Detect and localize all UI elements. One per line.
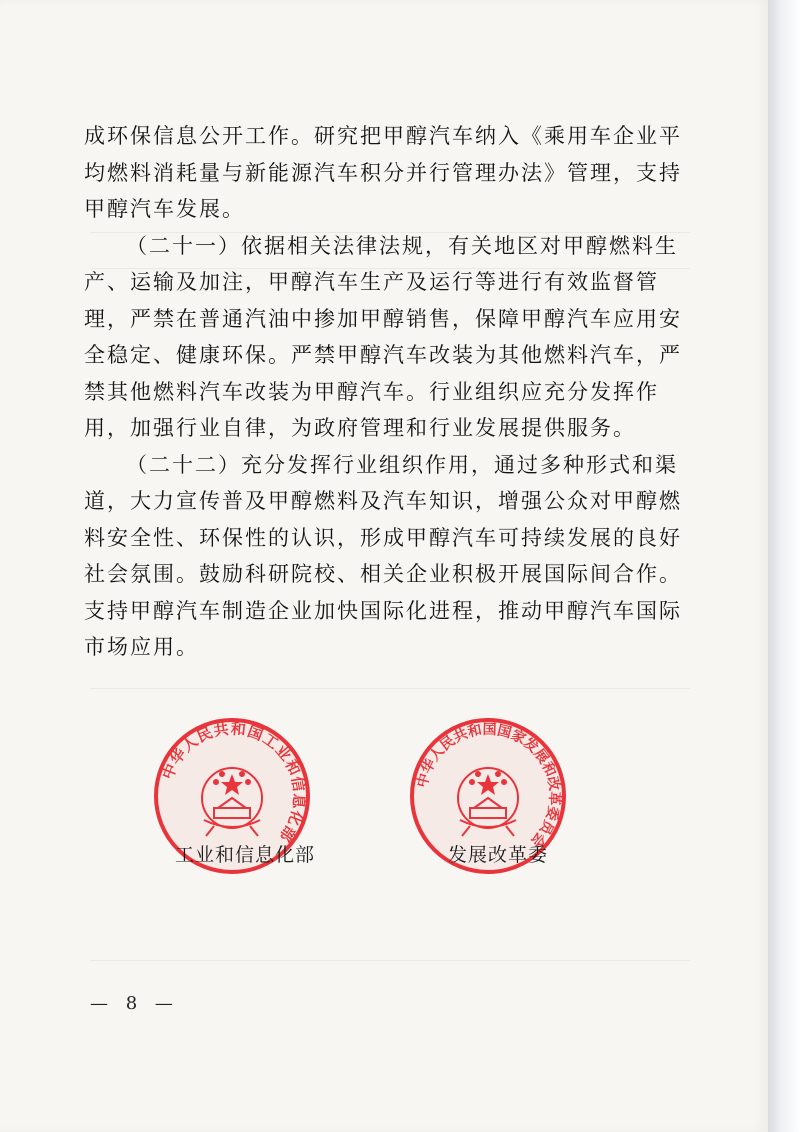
miit-signature: 工业和信息化部 [175,844,316,866]
bleed-through-line [90,688,690,689]
page-edge [768,0,800,1132]
paragraph-article-21: （二十一）依据相关法律法规，有关地区对甲醇燃料生产、运输及加注，甲醇汽车生产及运行等进行有效监督管理，严禁在普通汽油中掺加甲醇销售，保障甲醇汽车应用安全稳定、健康环保。严禁甲醇汽车改装为其他燃料汽车，严禁其他燃料汽车改装为甲醇汽车。行业组织应充分发挥作用，加强行业自律，为政府管理和行业发展提供服务。 [84,233,682,440]
document-body [84,118,694,666]
paragraph-article-22: （二十二）充分发挥行业组织作用，通过多种形式和渠道，大力宣传普及甲醇燃料及汽车知识，增强公众对甲醇燃料安全性、环保性的认识，形成甲醇汽车可持续发展的良好社会氛围。鼓励科研院校、相关企业积极开展国际间合作。支持甲醇汽车制造企业加快国际化进程，推动甲醇汽车国际市场应用。 [84,452,682,659]
ndrc-signature: 发展改革委 [448,844,549,866]
miit-seal-ring-text: 中华人民共和国工业和信息化部 [158,719,309,846]
paragraph-continuation: 成环保信息公开工作。研究把甲醇汽车纳入《乘用车企业平均燃料消耗量与新能源汽车积分并行管理办法》管理，支持甲醇汽车发展。 [84,124,682,221]
bleed-through-line [90,960,690,961]
ndrc-seal-ring-text: 中华人民共和国国家发展和改革委员会 [414,721,563,850]
page-number: — 8 — [90,993,179,1014]
